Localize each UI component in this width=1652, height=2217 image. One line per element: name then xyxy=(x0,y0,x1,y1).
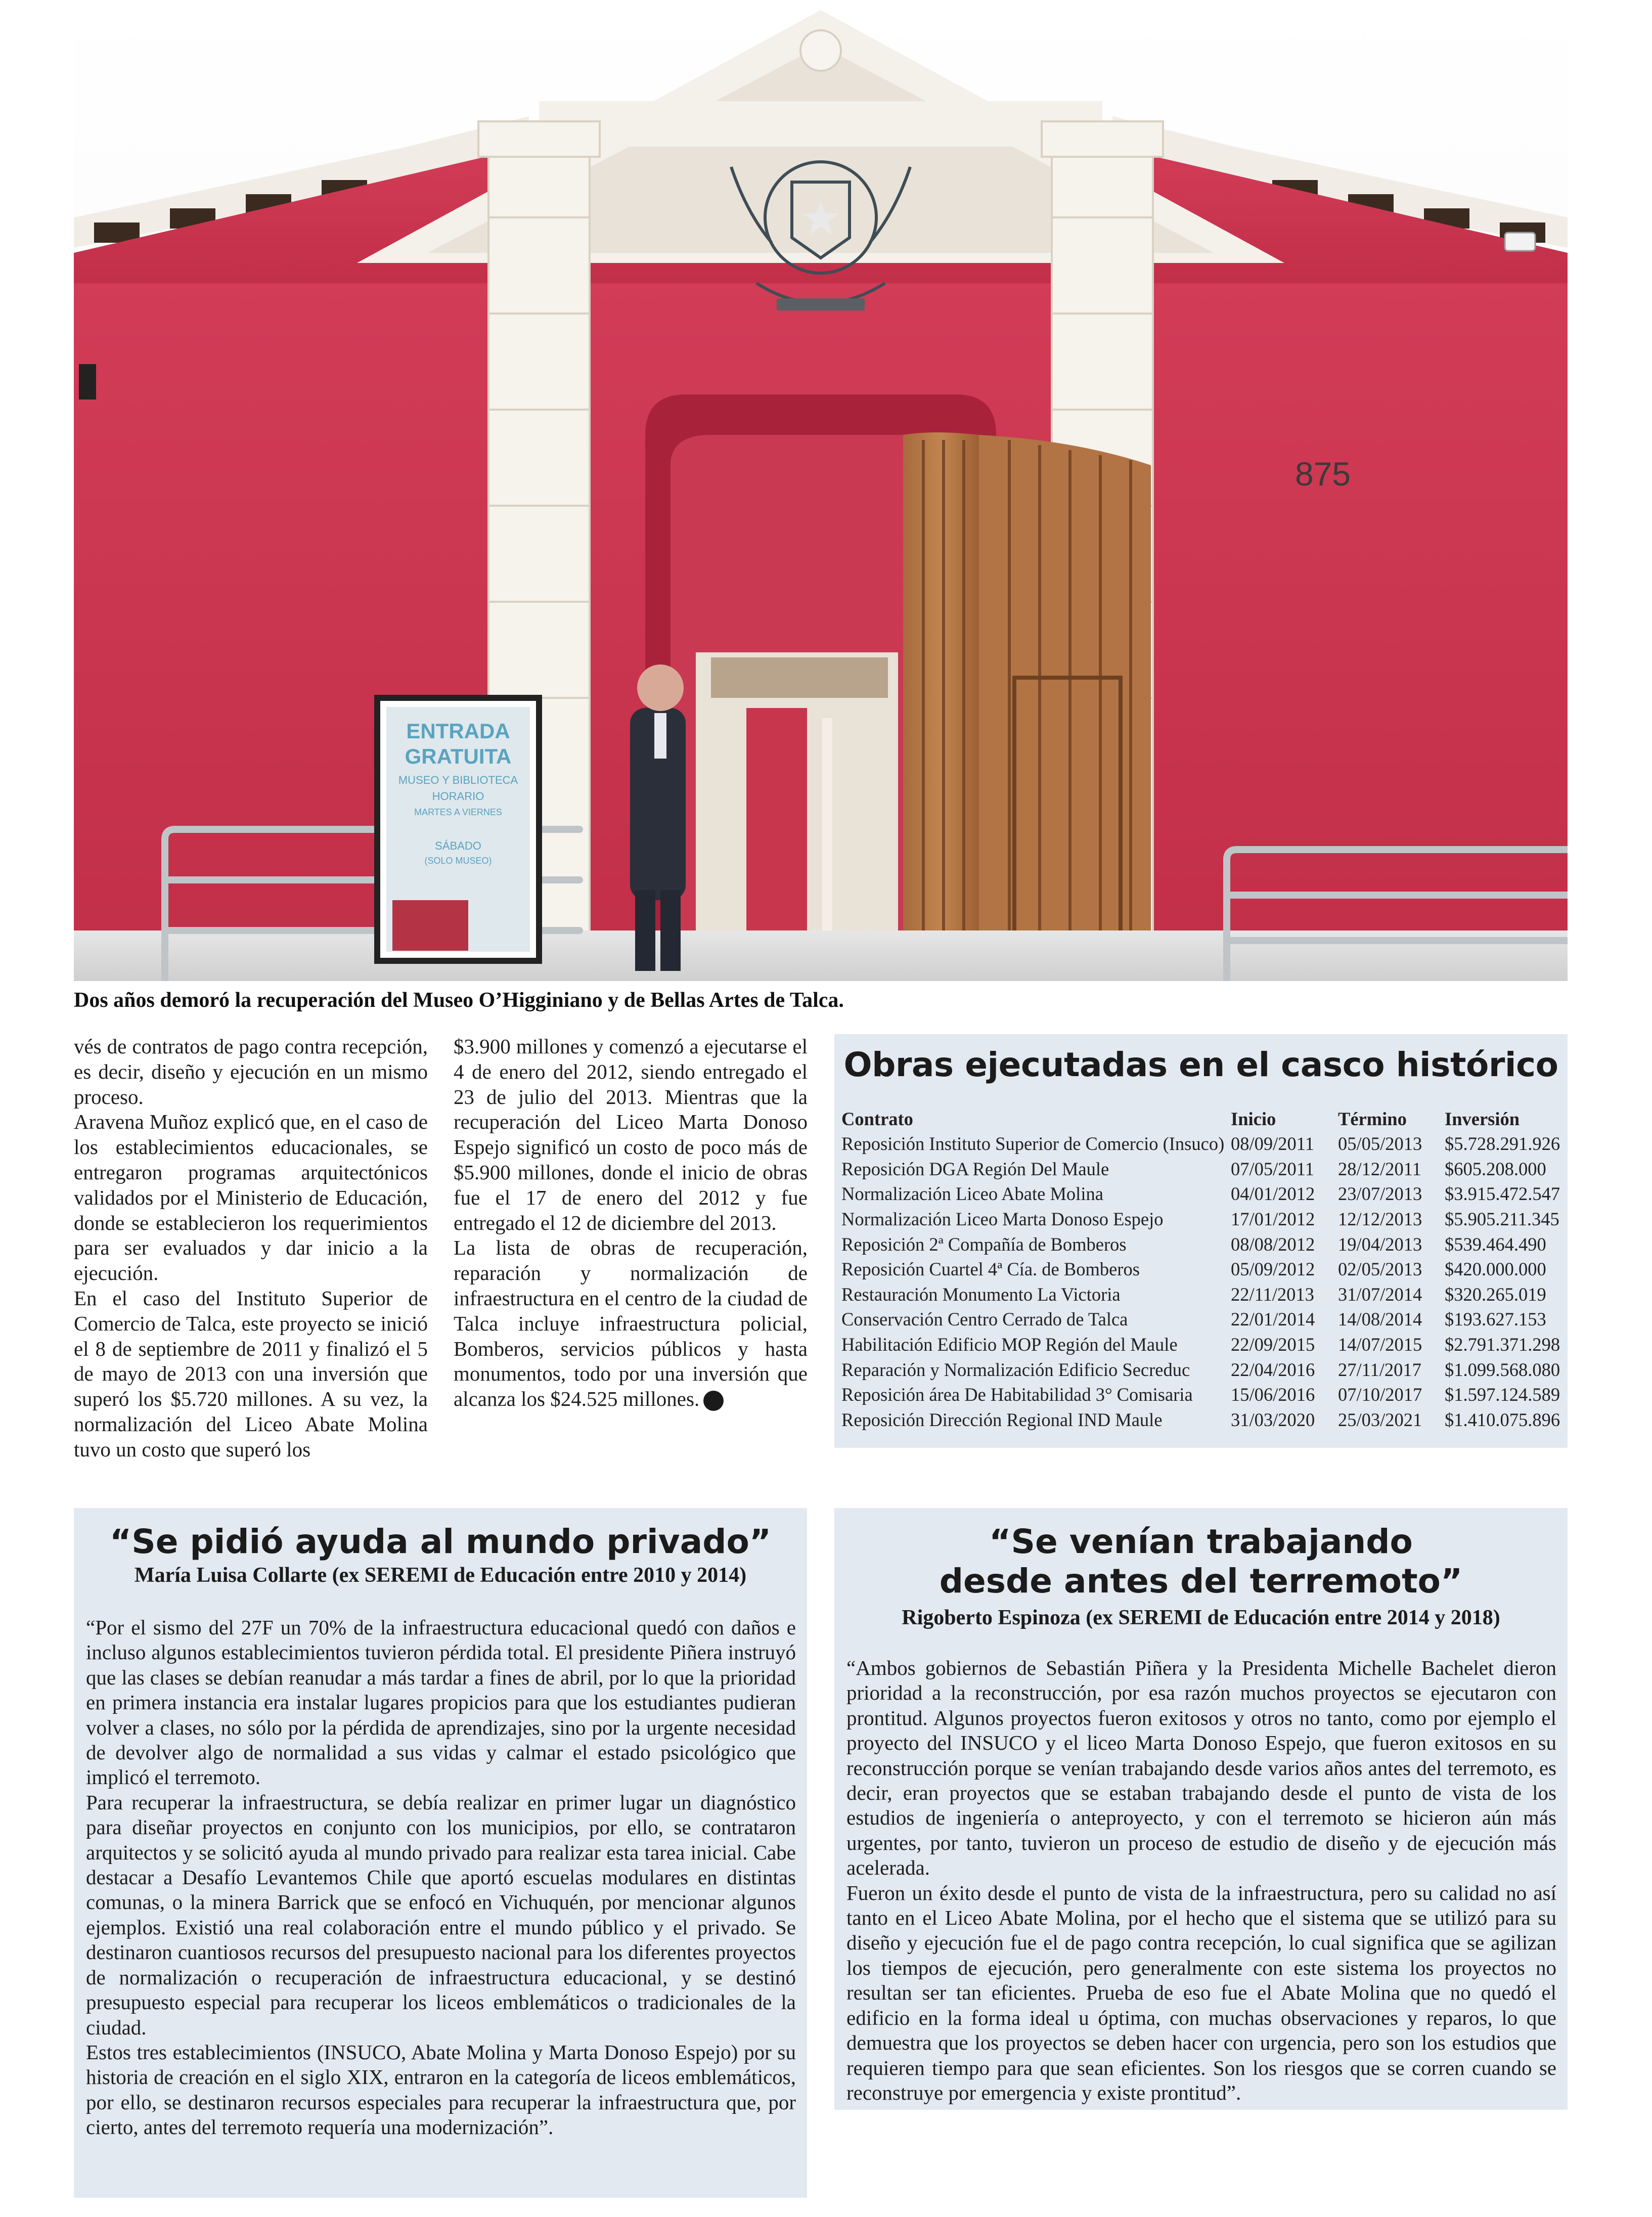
photo-caption: Dos años demoró la recuperación del Museo O’Higginiano y de Bellas Artes de Talca. xyxy=(74,989,844,1012)
table-cell: $5.905.211.345 xyxy=(1445,1209,1559,1230)
sign-line4: HORARIO xyxy=(432,790,484,803)
table-row xyxy=(841,1181,1566,1207)
table-row xyxy=(841,1231,1566,1257)
museum-photo xyxy=(74,0,1568,981)
table-cell: 08/08/2012 xyxy=(1231,1233,1315,1255)
table-cell: $1.597.124.589 xyxy=(1445,1384,1560,1405)
end-mark-icon xyxy=(703,1391,724,1411)
table-cell: 31/07/2014 xyxy=(1338,1283,1422,1305)
table-cell: 25/03/2021 xyxy=(1338,1409,1422,1430)
table-cell: Reposición Cuartel 4ª Cía. de Bomberos xyxy=(841,1259,1140,1280)
table-cell: Normalización Liceo Abate Molina xyxy=(841,1183,1103,1205)
table-cell: 22/01/2014 xyxy=(1231,1309,1315,1330)
table-row xyxy=(841,1207,1566,1232)
header-termino: Término xyxy=(1338,1108,1407,1129)
sign-line2: GRATUITA xyxy=(405,744,512,768)
table-cell: Restauración Monumento La Victoria xyxy=(841,1283,1121,1305)
table-cell: Reparación y Normalización Edificio Secreduc xyxy=(841,1359,1190,1380)
table-cell: 04/01/2012 xyxy=(1231,1183,1315,1205)
sign-line7: (SOLO MUSEO) xyxy=(424,856,492,866)
table-cell: Reposición DGA Región Del Maule xyxy=(841,1158,1109,1179)
table-cell: Habilitación Edificio MOP Región del Maule xyxy=(841,1334,1178,1355)
works-table-title: Obras ejecutadas en el casco histórico xyxy=(843,1045,1558,1084)
quote-byline: Rigoberto Espinoza (ex SEREMI de Educación entre 2014 y 2018) xyxy=(902,1606,1500,1629)
sign-line6: SÁBADO xyxy=(435,839,481,852)
header-inicio: Inicio xyxy=(1231,1108,1276,1129)
table-cell: $539.464.490 xyxy=(1445,1233,1546,1255)
door-number: 875 xyxy=(1294,455,1351,493)
quote-paragraph: “Por el sismo del 27F un 70% de la infraestructura educacional quedó con daños e incluso algunos establecimientos tuvieron pérdida total. El presidente Piñera instruyó que las clases se debían reanudar a más tardar a fines de abril, por lo que la prioridad en primera instancia era instalar lugares propicios para que los estudiantes pudieran volver a clases, no sólo por la pérdida de aprendizajes, sino por la urgente necesidad de devolver algo de normalidad a sus vidas y calmar el estado psicológico que implicó el terremoto. xyxy=(86,1616,796,1789)
table-cell: 22/04/2016 xyxy=(1231,1359,1315,1380)
table-cell: 08/09/2011 xyxy=(1231,1133,1314,1155)
table-cell: 12/12/2013 xyxy=(1338,1209,1422,1230)
quote-body xyxy=(86,1615,796,2140)
table-cell: 02/05/2013 xyxy=(1338,1259,1422,1280)
table-cell: 17/01/2012 xyxy=(1231,1209,1315,1230)
table-cell: 14/07/2015 xyxy=(1338,1334,1422,1355)
table-row xyxy=(841,1307,1566,1332)
article-paragraph: Aravena Muñoz explicó que, en el caso de los establecimientos educacionales, se entregaron programas arquitectónicos validados por el Ministerio de Educación, donde se establecieron los requerimientos para ser evaluados y dar inicio a la ejecución. xyxy=(74,1110,428,1285)
table-row xyxy=(841,1257,1566,1282)
table-cell: Reposición área De Habitabilidad 3° Comisaria xyxy=(841,1384,1193,1405)
quote-headline xyxy=(834,1522,1568,1601)
table-cell: Conservación Centro Cerrado de Talca xyxy=(841,1309,1128,1330)
table-cell: 28/12/2011 xyxy=(1338,1158,1421,1179)
table-cell: Reposición 2ª Compañía de Bomberos xyxy=(841,1233,1127,1255)
table-cell: 05/05/2013 xyxy=(1338,1133,1422,1155)
article-paragraph: vés de contratos de pago contra recepción, es decir, diseño y ejecución en un mismo proceso. xyxy=(74,1035,428,1108)
table-cell: Reposición Instituto Superior de Comercio (Insuco) xyxy=(841,1133,1225,1155)
table-cell: $5.728.291.926 xyxy=(1445,1133,1560,1155)
table-row xyxy=(841,1131,1566,1157)
quote-paragraph: Fueron un éxito desde el punto de vista de la infraestructura, pero su calidad no así tanto en el Liceo Abate Molina, por el hecho que el sistema que se utilizó para su diseño y ejecución fue el de pago contra recepción, lo cual significa que se agilizan los tiempos de ejecución, pero generalmente con este sistema los proyectos no resultan ser tan eficientes. Prueba de eso fue el Abate Molina que no quedó el edificio en la forma ideal u óptima, con muchas observaciones y reparos, lo que demuestra que los proyectos se deben hacer con urgencia, pero son los estudios que requieren tiempo para que sean eficientes. Son los riesgos que se corren cuando se reconstruye por emergencia y existe prontitud”. xyxy=(846,1881,1556,2104)
table-cell: 14/08/2014 xyxy=(1338,1309,1422,1330)
table-cell: $320.265.019 xyxy=(1445,1283,1546,1305)
entrance-sign xyxy=(377,698,539,961)
quote-paragraph: Para recuperar la infraestructura, se debía realizar en primer lugar un diagnóstico para diseñar proyectos en conjunto con los municipios, por ello, se contrataron arquitectos y se solicitó ayuda al mundo privado para realizar esta tarea inicial. Cabe destacar a Desafío Levantemos Chile que aportó escuelas modulares en distintas comunas, o la minera Barrick que se enfocó en Vichuquén, por mencionar algunos ejemplos. Existió una real colaboración entre el mundo público y el privado. Se destinaron cuantiosos recursos del presupuesto nacional para los diferentes proyectos de normalización o recuperación de infraestructura educacional, y se destinó presupuesto especial para recuperar los liceos emblemáticos o tradicionales de la ciudad. xyxy=(86,1790,796,2039)
article-column-2 xyxy=(454,1034,808,1412)
sign-line1: ENTRADA xyxy=(406,719,510,743)
table-header-row xyxy=(841,1106,1566,1131)
article-column-1 xyxy=(74,1034,428,1462)
quote-body xyxy=(846,1656,1556,2105)
table-cell: 07/05/2011 xyxy=(1231,1158,1314,1179)
quote-byline: María Luisa Collarte (ex SEREMI de Educación entre 2010 y 2014) xyxy=(134,1564,747,1587)
table-cell: 22/09/2015 xyxy=(1231,1334,1315,1355)
table-cell: 27/11/2017 xyxy=(1338,1359,1421,1380)
table-cell: 07/10/2017 xyxy=(1338,1384,1422,1405)
table-cell: $1.410.075.896 xyxy=(1445,1409,1560,1430)
header-inversion: Inversión xyxy=(1445,1108,1520,1129)
quote-headline-line1: “Se venían trabajando xyxy=(989,1522,1413,1561)
article-paragraph: En el caso del Instituto Superior de Comercio de Talca, este proyecto se inició el 8 de septiembre de 2011 y finalizó el 5 de mayo de 2013 con una inversión que superó los $5.720 millones. A su vez, la normalización del Liceo Abate Molina tuvo un costo que superó los xyxy=(74,1286,428,1461)
sign-line3: MUSEO Y BIBLIOTECA xyxy=(398,774,518,786)
quote-headline: “Se pidió ayuda al mundo privado” xyxy=(109,1522,772,1561)
quote-headline-line2: desde antes del terremoto” xyxy=(939,1562,1463,1601)
table-cell: $420.000.000 xyxy=(1445,1259,1546,1280)
table-cell: $1.099.568.080 xyxy=(1445,1359,1560,1380)
sign-line5: MARTES A VIERNES xyxy=(414,807,502,817)
table-cell: 19/04/2013 xyxy=(1338,1233,1422,1255)
works-table-body xyxy=(841,1131,1566,1432)
works-table xyxy=(841,1106,1566,1432)
table-cell: 31/03/2020 xyxy=(1231,1409,1315,1430)
works-table-box xyxy=(834,1034,1568,1448)
table-cell: 23/07/2013 xyxy=(1338,1183,1422,1205)
table-cell: 15/06/2016 xyxy=(1231,1384,1315,1405)
quote-box-espinoza xyxy=(834,1508,1568,2110)
table-row xyxy=(841,1282,1566,1307)
table-row xyxy=(841,1332,1566,1357)
table-cell: 22/11/2013 xyxy=(1231,1283,1314,1305)
quote-box-collarte xyxy=(74,1508,807,2198)
table-cell: $605.208.000 xyxy=(1445,1158,1546,1179)
table-row xyxy=(841,1382,1566,1407)
table-cell: $193.627.153 xyxy=(1445,1309,1546,1330)
table-cell: $2.791.371.298 xyxy=(1445,1334,1560,1355)
header-contrato: Contrato xyxy=(841,1108,913,1129)
article-paragraph-text: La lista de obras de recuperación, reparación y normalización de infraestructura en el centro de la ciudad de Talca incluye infraestructura policial, Bomberos, servicios públicos y hasta monumentos, todo por una inversión que alcanza los $24.525 millones. xyxy=(454,1236,808,1411)
quote-paragraph: Estos tres establecimientos (INSUCO, Abate Molina y Marta Donoso Espejo) por su historia de creación en el siglo XIX, entraron en la categoría de liceos emblemáticos, por ello, se destinaron recursos especiales para recuperar la infraestructura que, por cierto, antes del terremoto requería una modernización”. xyxy=(86,2040,796,2139)
table-cell: 05/09/2012 xyxy=(1231,1259,1315,1280)
article-paragraph xyxy=(454,1235,808,1412)
article-paragraph: $3.900 millones y comenzó a ejecutarse el 4 de enero del 2012, siendo entregado el 23 de julio del 2013. Mientras que la recuperación del Liceo Marta Donoso Espejo significó un costo de poco más de $5.900 millones, donde el inicio de obras fue el 17 de enero del 2012 y fue entregado el 12 de diciembre del 2013. xyxy=(454,1035,808,1234)
table-cell: Normalización Liceo Marta Donoso Espejo xyxy=(841,1209,1164,1230)
table-row xyxy=(841,1357,1566,1382)
table-row xyxy=(841,1157,1566,1182)
quote-paragraph: “Ambos gobiernos de Sebastián Piñera y la Presidenta Michelle Bachelet dieron prioridad a la reconstrucción, por esa razón muchos proyectos se ejecutaron con prontitud. Algunos proyectos fueron exitosos y otros no tanto, como por ejemplo el proyecto del INSUCO y el liceo Marta Donoso Espejo, que fueron exitosos en su reconstrucción porque se venían trabajando desde varios años antes del terremoto, es decir, eran proyectos que se estaban trabajando desde el punto de vista de los estudios de ingeniería o anteproyecto, y con el terremoto se hicieron aún más urgentes, por tanto, tuvieron un proceso de estudio de diseño y de ejecución más acelerada. xyxy=(846,1656,1556,1880)
table-cell: Reposición Dirección Regional IND Maule xyxy=(841,1409,1163,1430)
table-cell: $3.915.472.547 xyxy=(1445,1183,1560,1205)
table-row xyxy=(841,1407,1566,1433)
